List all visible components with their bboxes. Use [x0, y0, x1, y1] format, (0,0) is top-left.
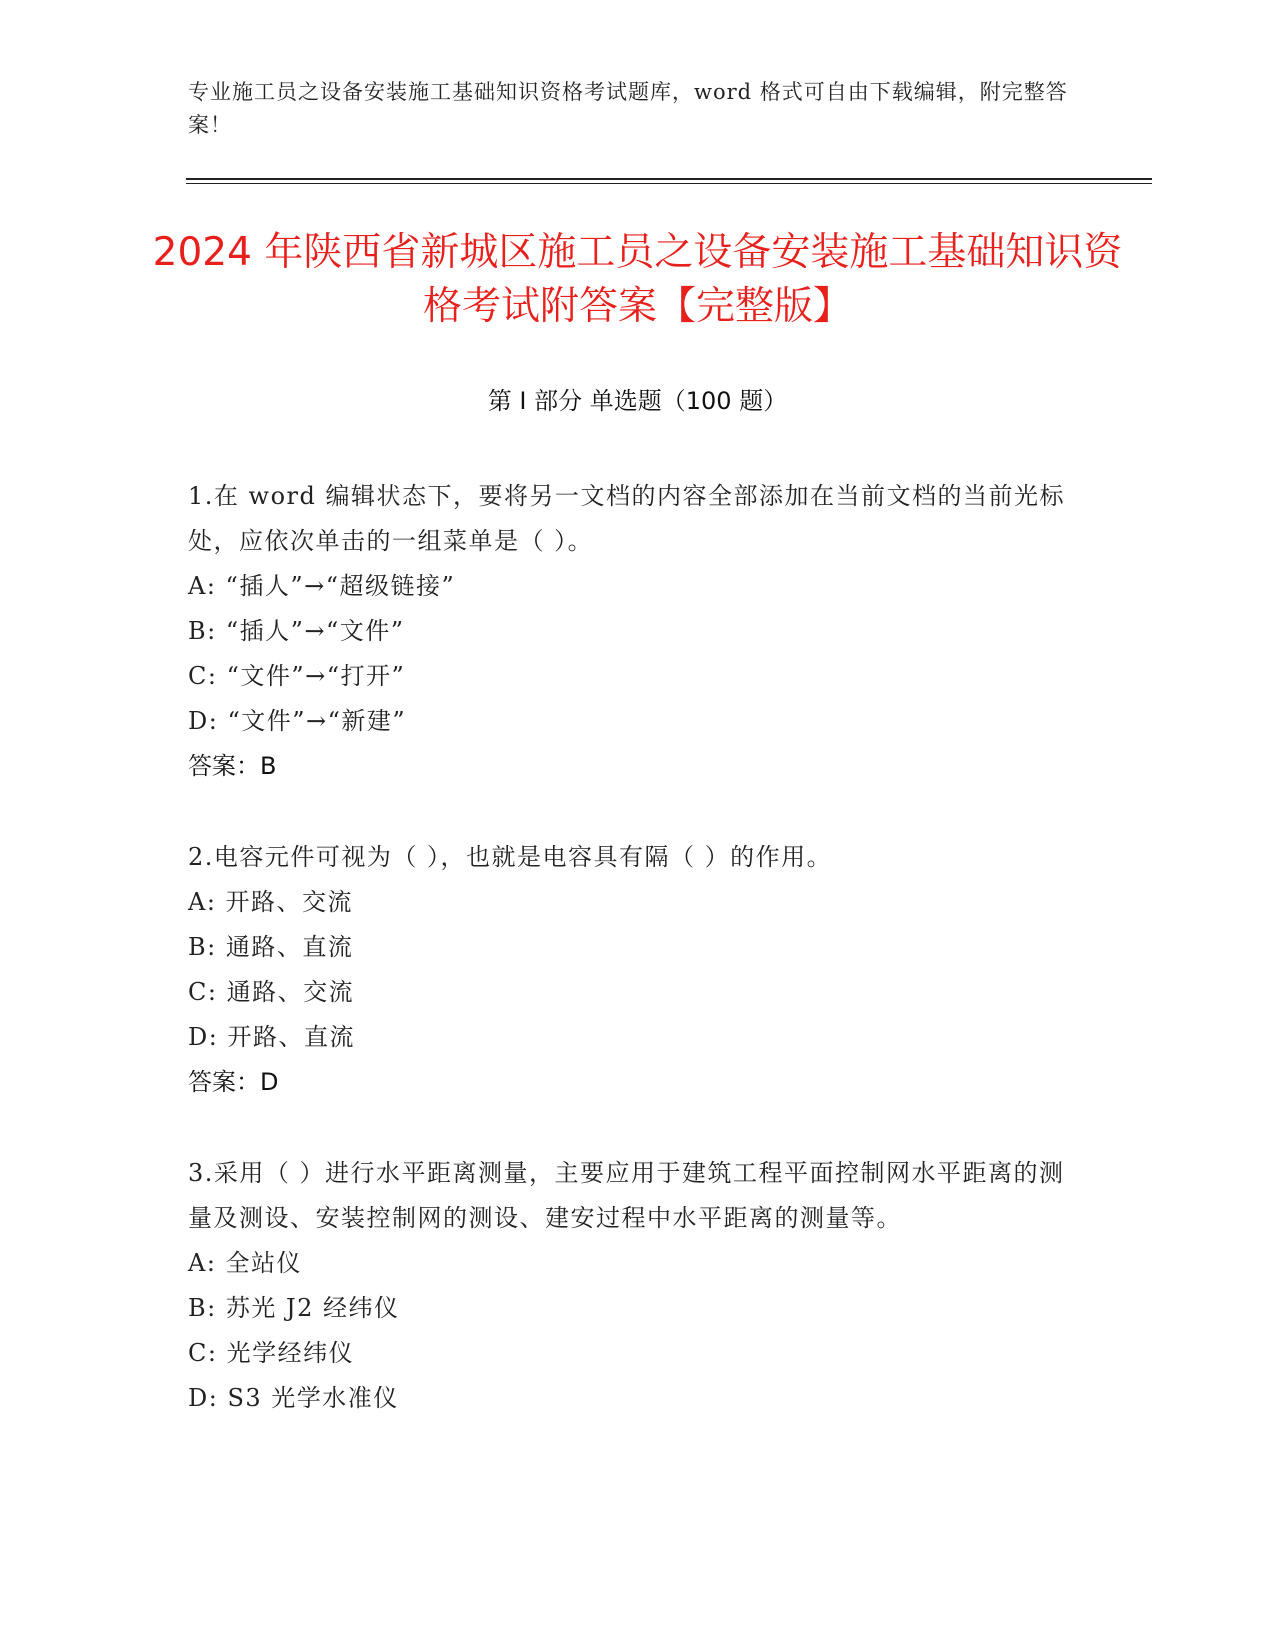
- option-c: C: 通路、交流: [188, 978, 355, 1006]
- header-rule-thin: [186, 183, 1152, 184]
- option-c: C: 光学经纬仪: [188, 1339, 355, 1367]
- option-a: A: 开路、交流: [188, 888, 354, 916]
- section-heading: 第 I 部分 单选题（100 题）: [487, 387, 788, 415]
- question-text: 1.在 word 编辑状态下，要将另一文档的内容全部添加在当前文档的当前光标处，应依次单击的一组菜单是（ ）。: [188, 482, 1065, 555]
- option-d: D: “文件”→“新建”: [188, 707, 407, 735]
- header-note: 专业施工员之设备安装施工基础知识资格考试题库，word 格式可自由下载编辑，附完整答案！: [188, 80, 1068, 137]
- option-d: D: S3 光学水准仪: [188, 1384, 399, 1412]
- option-c: C: “文件”→“打开”: [188, 662, 406, 690]
- question-2: [188, 835, 1078, 1105]
- question-text: 3.采用（ ）进行水平距离测量，主要应用于建筑工程平面控制网水平距离的测量及测设、安装控制网的测设、建安过程中水平距离的测量等。: [188, 1159, 1065, 1232]
- option-b: B: 苏光 J2 经纬仪: [188, 1294, 400, 1322]
- option-b: B: “插人”→“文件”: [188, 617, 405, 645]
- header-rule-thick: [186, 178, 1152, 180]
- question-1: [188, 474, 1078, 789]
- option-b: B: 通路、直流: [188, 933, 354, 961]
- option-d: D: 开路、直流: [188, 1023, 355, 1051]
- answer-line: 答案：D: [188, 1068, 279, 1096]
- question-3: [188, 1151, 1078, 1421]
- question-list: [188, 474, 1078, 1467]
- answer-line: 答案：B: [188, 752, 277, 780]
- option-a: A: 全站仪: [188, 1249, 303, 1277]
- document-title: 2024 年陕西省新城区施工员之设备安装施工基础知识资格考试附答案【完整版】: [152, 230, 1123, 329]
- option-a: A: “插人”→“超级链接”: [188, 572, 456, 600]
- question-text: 2.电容元件可视为（ ），也就是电容具有隔（ ）的作用。: [188, 843, 833, 871]
